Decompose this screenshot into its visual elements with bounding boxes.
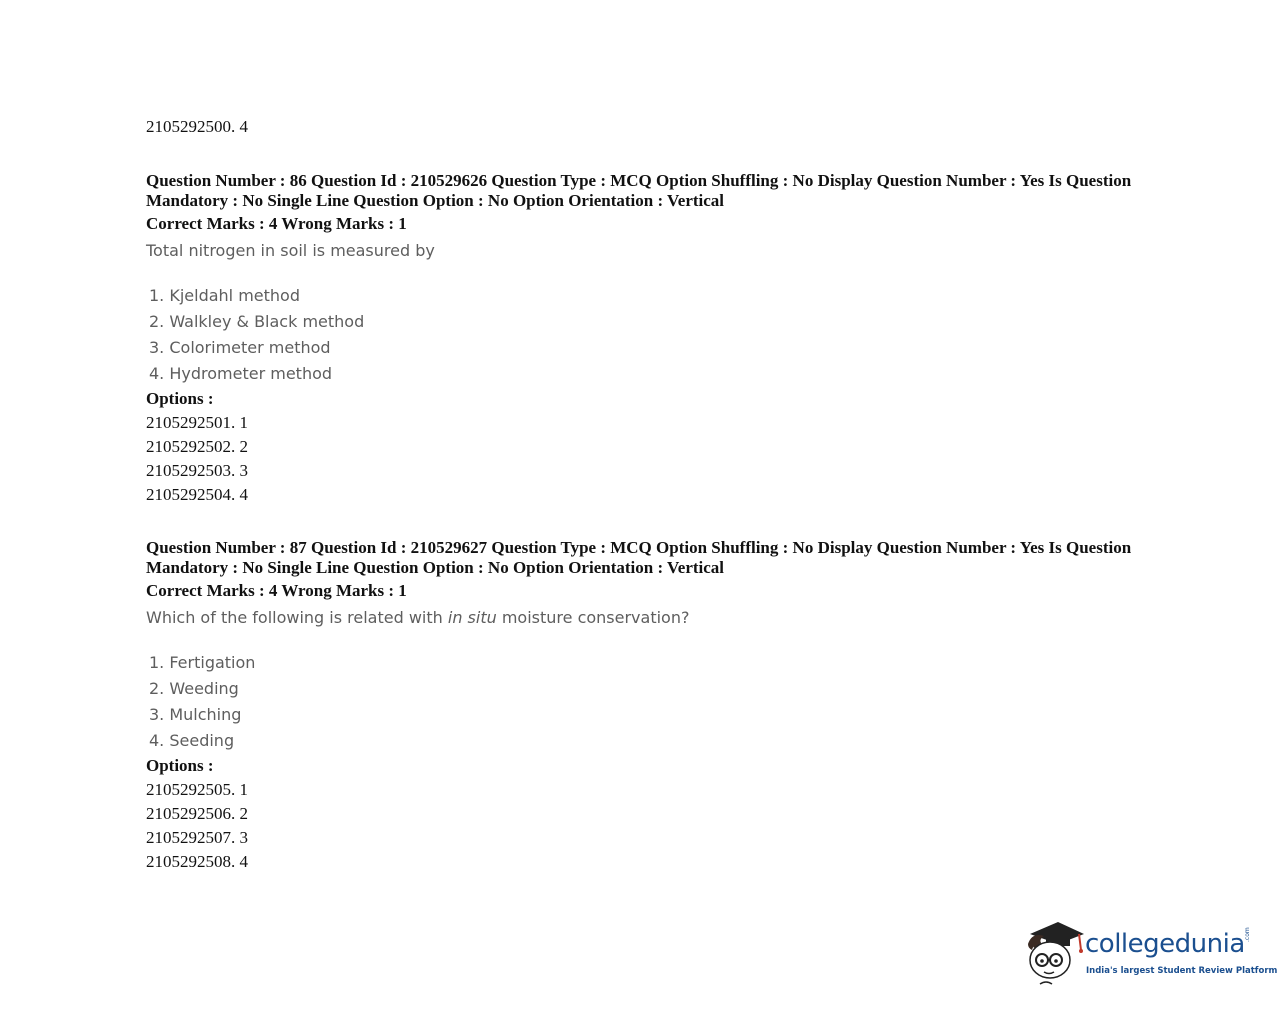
answer-choice: 4. Seeding — [149, 731, 235, 750]
mascot-icon — [1024, 918, 1086, 988]
logo-domain-suffix: .com — [1244, 927, 1251, 942]
question-text-after: moisture conservation? — [496, 608, 690, 627]
answer-choice: 3. Colorimeter method — [149, 338, 331, 357]
question-marks: Correct Marks : 4 Wrong Marks : 1 — [146, 581, 407, 600]
answer-choices — [149, 283, 1156, 387]
option-ids — [146, 411, 1156, 507]
question-meta-line2: Mandatory : No Single Line Question Option : No Option Orientation : Vertical — [146, 191, 725, 210]
question-text-before: Which of the following is related with — [146, 608, 448, 627]
option-id: 2105292504. 4 — [146, 485, 248, 504]
answer-choice: 1. Kjeldahl method — [149, 286, 300, 305]
option-id: 2105292503. 3 — [146, 461, 248, 480]
answer-choices — [149, 650, 1156, 754]
previous-question-option: 2105292500. 4 — [146, 117, 248, 136]
question-text — [146, 240, 1156, 262]
options-label: Options : — [146, 756, 214, 775]
option-id: 2105292502. 2 — [146, 437, 248, 456]
question-meta — [146, 171, 1156, 211]
option-id: 2105292507. 3 — [146, 828, 248, 847]
answer-choice: 2. Weeding — [149, 679, 239, 698]
answer-choice: 1. Fertigation — [149, 653, 256, 672]
question-text-italic: in situ — [447, 608, 497, 627]
question-meta-line2: Mandatory : No Single Line Question Option : No Option Orientation : Vertical — [146, 558, 725, 577]
question-meta — [146, 538, 1156, 578]
question-block-87 — [146, 538, 1156, 874]
answer-choice: 3. Mulching — [149, 705, 242, 724]
answer-choice: 4. Hydrometer method — [149, 364, 333, 383]
option-id: 2105292506. 2 — [146, 804, 248, 823]
question-meta-line1: Question Number : 86 Question Id : 210529626 Question Type : MCQ Option Shuffling : No Display Question Number : Yes Is Question — [146, 171, 1132, 190]
question-text — [146, 607, 1156, 629]
collegedunia-logo — [1024, 918, 1278, 988]
question-text-before: Total nitrogen in soil is measured by — [146, 241, 435, 260]
question-meta-line1: Question Number : 87 Question Id : 210529627 Question Type : MCQ Option Shuffling : No Display Question Number : Yes Is Question — [146, 538, 1132, 557]
question-block-86 — [146, 171, 1156, 507]
logo-tagline: India's largest Student Review Platform — [1086, 966, 1278, 976]
option-id: 2105292501. 1 — [146, 413, 248, 432]
options-label: Options : — [146, 389, 214, 408]
answer-choice: 2. Walkley & Black method — [149, 312, 365, 331]
logo-wordmark: collegedunia — [1085, 929, 1245, 959]
question-marks: Correct Marks : 4 Wrong Marks : 1 — [146, 214, 407, 233]
option-ids — [146, 778, 1156, 874]
option-id: 2105292505. 1 — [146, 780, 248, 799]
option-id: 2105292508. 4 — [146, 852, 248, 871]
